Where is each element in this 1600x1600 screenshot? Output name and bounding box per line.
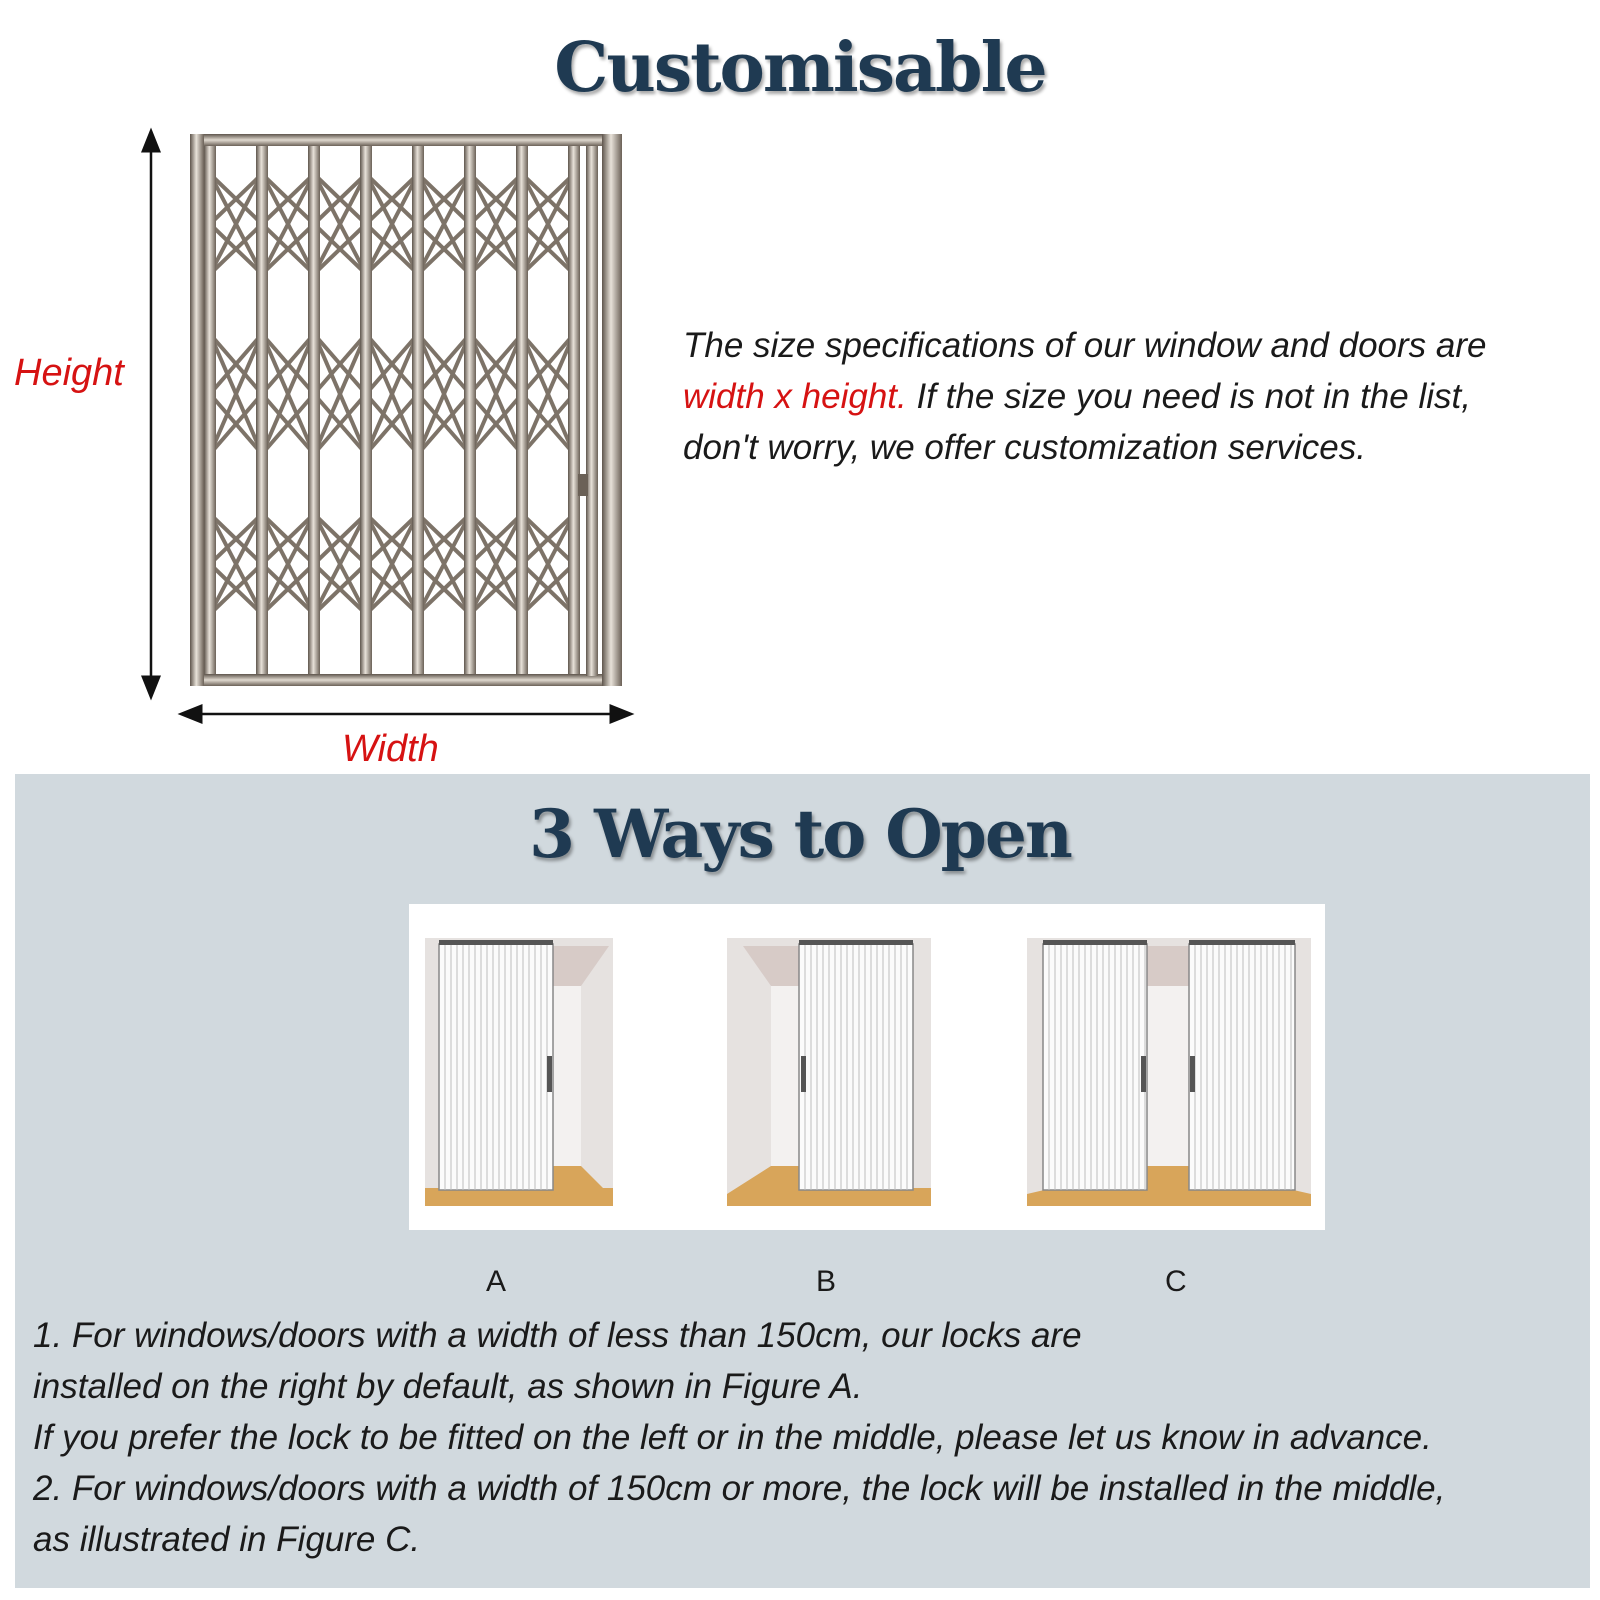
figure-c-label: C bbox=[1165, 1265, 1187, 1298]
installation-notes bbox=[33, 1310, 1583, 1565]
width-label: Width bbox=[342, 728, 439, 770]
security-grille-image bbox=[190, 134, 622, 686]
size-description bbox=[683, 320, 1583, 473]
figure-a-diagram bbox=[409, 904, 629, 1230]
opening-figures bbox=[409, 904, 1325, 1230]
figure-c-diagram bbox=[1027, 904, 1325, 1230]
figure-a-label: A bbox=[486, 1265, 507, 1298]
desc-line-3: don't worry, we offer customization services. bbox=[683, 428, 1366, 467]
figure-b-label: B bbox=[816, 1265, 837, 1298]
desc-line-2 bbox=[683, 371, 1583, 422]
opening-diagrams bbox=[409, 904, 1325, 1230]
desc-line-1: The size specifications of our window and doors are bbox=[683, 326, 1487, 365]
note-line-2: installed on the right by default, as shown in Figure A. bbox=[33, 1367, 863, 1406]
note-line-1: 1. For windows/doors with a width of less than 150cm, our locks are bbox=[33, 1316, 1082, 1355]
desc-highlight: width x height. bbox=[683, 377, 907, 416]
note-line-4: 2. For windows/doors with a width of 150cm or more, the lock will be installed in the middle, bbox=[33, 1469, 1446, 1508]
note-line-3: If you prefer the lock to be fitted on the left or in the middle, please let us know in advance. bbox=[33, 1418, 1432, 1457]
note-line-5: as illustrated in Figure C. bbox=[33, 1520, 421, 1559]
page-title: Customisable bbox=[554, 28, 1046, 108]
figure-b-diagram bbox=[727, 904, 937, 1230]
lock-handle bbox=[578, 474, 588, 496]
height-label: Height bbox=[14, 352, 124, 394]
section-title: 3 Ways to Open bbox=[529, 795, 1071, 873]
desc-line-2-rest: If the size you need is not in the list, bbox=[906, 377, 1471, 416]
